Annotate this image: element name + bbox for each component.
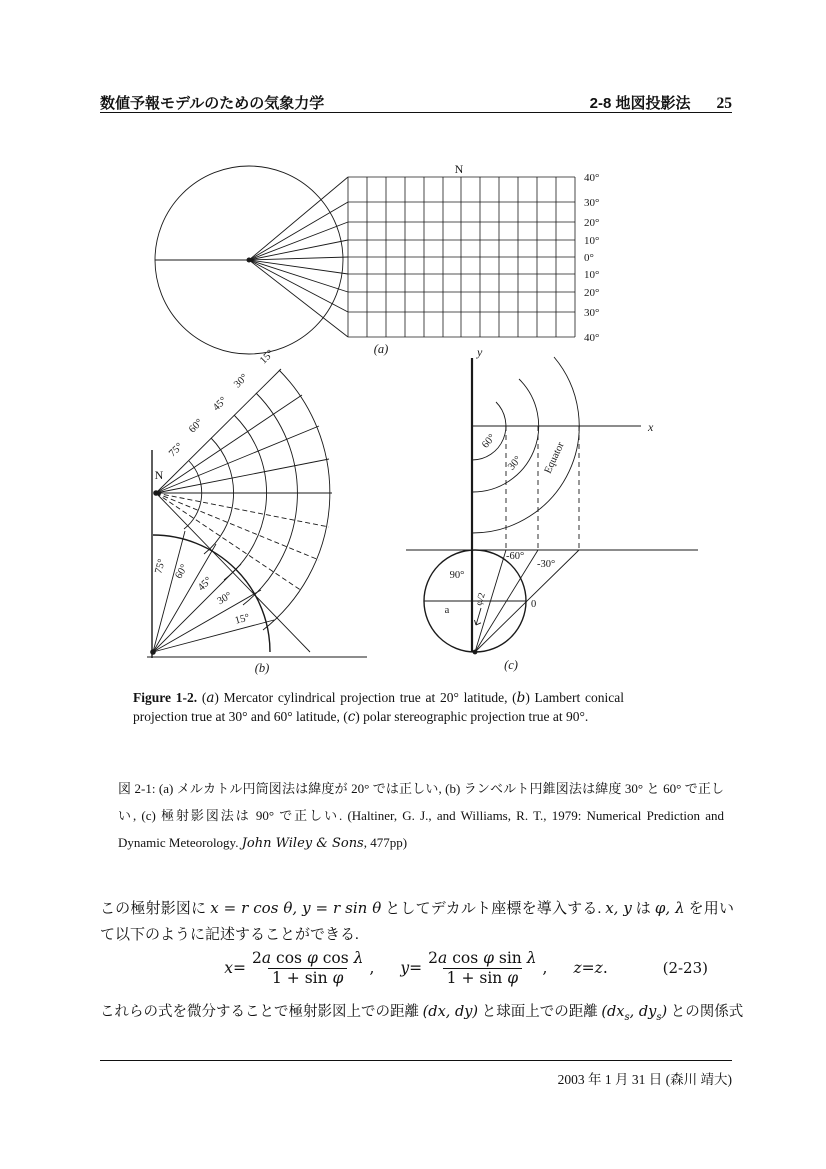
- north-pole-label: N: [454, 162, 464, 176]
- sphere-lat-label: 30°: [215, 590, 234, 608]
- latitude-label: 10°: [584, 269, 600, 281]
- reference-italic: John Wiley & Sons: [241, 836, 364, 851]
- figure-caption-en: Figure 1-2. (a) Mercator cylindrical projection true at 20° latitude, (b) Lambert conical projection true at 30° and 60° latitude, (c) polar stereographic projection true at 90°.: [133, 690, 624, 725]
- latitude-label: 40°: [584, 172, 600, 184]
- sphere-lat-label: 45°: [196, 575, 215, 594]
- inline-math: (dx, dy): [422, 1004, 479, 1020]
- sphere-lat-label: 60°: [173, 562, 191, 581]
- mercator-rays: [249, 177, 348, 337]
- body-paragraph-2: これらの式を微分することで極射影図上での距離 (dx, dy) と球面上での距離 ($dx_s$, $dy_s$) との関係式: [100, 1004, 744, 1023]
- half-angle-label: φ/2: [474, 591, 488, 608]
- latitude-label: 40°: [584, 332, 600, 344]
- north-pole-label: N: [154, 468, 164, 482]
- stereo-lat-label: 60°: [480, 432, 499, 451]
- body-paragraph-1: この極射影図に x = r cos θ, y = r sin θ としてデカルト座標を導入する. x, y は φ, λ を用いて以下のように記述することができる.: [100, 899, 734, 943]
- cone-meridian-rays: [156, 369, 332, 652]
- x-axis-label: x: [648, 420, 654, 434]
- inline-math: ($dx_s$, $dy_s$): [601, 1004, 668, 1023]
- south-pole-dot: [473, 650, 478, 655]
- sphere-lat-label: 15°: [233, 612, 251, 627]
- lambert-panel: [147, 369, 367, 658]
- sphere-radius-label: a: [444, 605, 450, 616]
- latitude-label: 20°: [584, 287, 600, 299]
- cone-lat-label: 60°: [187, 417, 206, 436]
- fraction-x: $\frac{\text{2a cos φ cos λ}}{\text{1 + sin φ}}$: [251, 948, 364, 987]
- mercator-grid: [348, 177, 575, 337]
- latitude-label: 20°: [584, 217, 600, 229]
- cone-lat-label: 30°: [232, 372, 251, 391]
- equator-label: Equator: [542, 440, 567, 476]
- neg-lat-label: -60°: [506, 551, 525, 562]
- inline-math: x, y: [605, 899, 632, 917]
- projection-figure: [100, 150, 740, 680]
- stereographic-panel: [406, 357, 698, 654]
- equation-number: (2-23): [662, 959, 708, 977]
- equator-point-label: 0: [531, 599, 537, 610]
- header-book-title: 数値予報モデルのための気象力学: [100, 95, 325, 112]
- inline-math: x = r cos θ, y = r sin θ: [210, 899, 382, 917]
- figure-caption-jp: 図 2-1: (a) メルカトル円筒図法は緯度が 20° では正しい, (b) ランベルト円錐図法は緯度 30° と 60° で正しい, (c) 極射影図法は 90° で正しい. (Haltiner, G. J., and Williams, R. T., 1979: Numerical Prediction and Dynamic Meteorology. John Wiley & Sons, 477pp): [118, 781, 724, 851]
- inline-math: φ, λ: [654, 899, 685, 917]
- pole-angle-label: 90°: [449, 570, 465, 581]
- stereo-lat-label: 30°: [506, 454, 525, 473]
- latitude-label: 30°: [584, 197, 600, 209]
- fraction-y: $\frac{\text{2a cos φ sin λ}}{\text{1 + sin φ}}$: [428, 948, 537, 987]
- sphere-quadrant: [153, 531, 274, 652]
- footer-date: 2003 年 1 月 31 日 (森川 靖大): [557, 1072, 732, 1087]
- latitude-label: 30°: [584, 307, 600, 319]
- footer-rule: [100, 1060, 732, 1061]
- figure-number: Figure 1-2.: [133, 690, 198, 705]
- projection-drop-lines: [506, 426, 579, 550]
- panel-c-label: (c): [504, 658, 518, 672]
- stereo-projection-rays: [475, 550, 579, 652]
- latitude-label: 0°: [584, 252, 594, 264]
- y-axis-label: y: [477, 345, 483, 359]
- neg-lat-label: -30°: [537, 559, 556, 570]
- panel-a-label: (a): [373, 342, 389, 356]
- latitude-label: 10°: [584, 235, 600, 247]
- cone-lat-label: 75°: [167, 441, 186, 460]
- equation-2-23: x = $\frac{\text{2a cos φ cos λ}}{\text{1 + sin φ}}$ , y = $\frac{\text{2a cos φ sin λ}}{\text{1 + sin φ}}$ , z = z . (2-23): [224, 948, 708, 987]
- half-angle-arrow: [475, 608, 482, 625]
- mercator-panel: [155, 166, 575, 354]
- page-number: 25: [716, 95, 732, 112]
- page-header: [100, 92, 732, 113]
- cone-lat-label: 45°: [211, 395, 230, 414]
- panel-b-label: (b): [254, 661, 270, 675]
- header-rule: [100, 112, 732, 113]
- header-section-title: 2-8 地図投影法: [589, 95, 691, 112]
- sphere-lat-label: 75°: [153, 557, 168, 575]
- cone-lat-label: 15°: [258, 348, 277, 367]
